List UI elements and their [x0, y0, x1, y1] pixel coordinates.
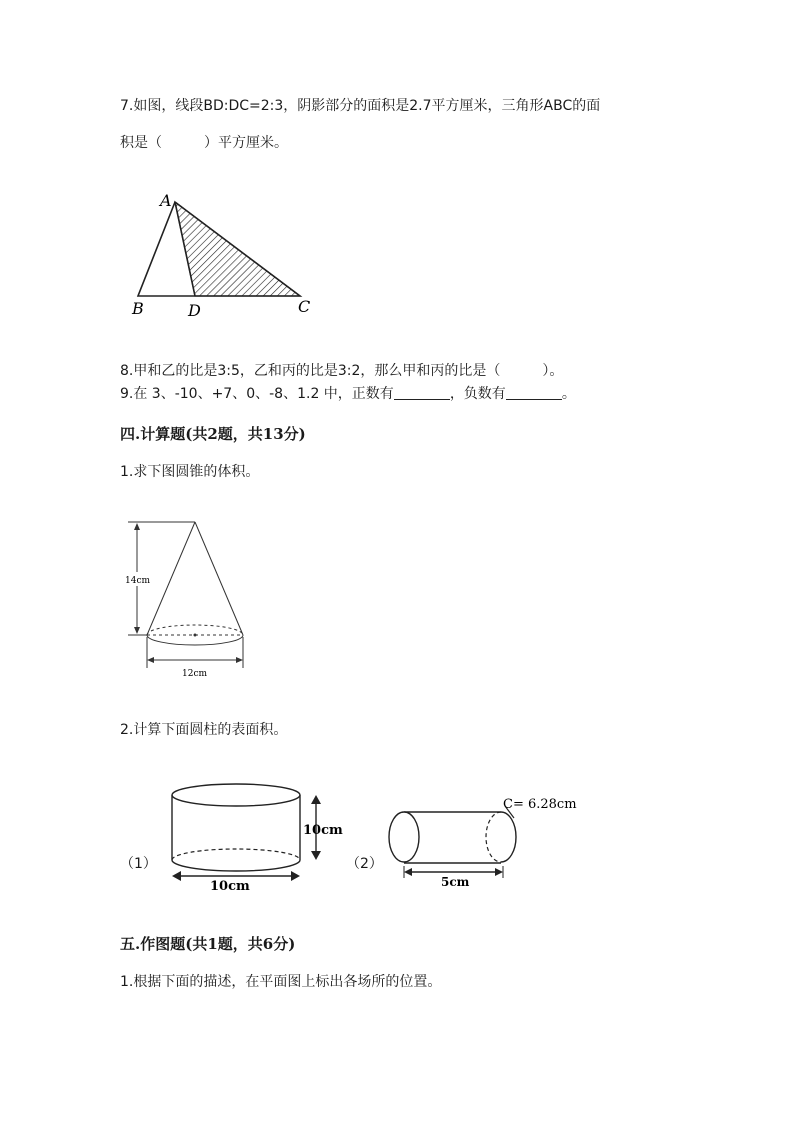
cyl2-circumference-label: C= 6.28cm: [503, 797, 577, 812]
cyl1-diameter-label: 10cm: [210, 879, 250, 894]
cone-diameter-label: 12cm: [182, 669, 208, 679]
q9-blank-negative[interactable]: [506, 385, 562, 400]
label-D: D: [188, 301, 201, 320]
q9-text: [120, 385, 576, 403]
section4-q2-text: 2.计算下面圆柱的表面积。: [120, 722, 288, 738]
cyl1-height-label: 10cm: [303, 823, 343, 838]
cone-figure: [122, 522, 243, 679]
section4-title: 四.计算题(共2题，共13分): [120, 425, 306, 443]
q9-before: 9.在 3、-10、+7、0、-8、1.2 中，正数有: [120, 386, 394, 402]
label-C: C: [298, 297, 311, 316]
cyl2-length-label: 5cm: [441, 875, 470, 889]
section4-q1-text: 1.求下图圆锥的体积。: [120, 464, 260, 480]
q9-after: 。: [561, 386, 576, 402]
label-B: B: [132, 299, 144, 318]
q7-text-line2: 积是（ ）平方厘米。: [120, 135, 288, 151]
cyl1-index: （1）: [120, 856, 157, 872]
q8-text: 8.甲和乙的比是3:5，乙和丙的比是3:2，那么甲和丙的比是（ ）。: [120, 363, 564, 379]
section5-title: 五.作图题(共1题，共6分): [120, 935, 296, 953]
q7-text-line1: 7.如图，线段BD:DC=2:3，阴影部分的面积是2.7平方厘米，三角形ABC的面: [120, 98, 601, 114]
label-A: A: [160, 191, 172, 210]
cone-height-label: 14cm: [125, 576, 151, 586]
cylinder-1-figure: [172, 784, 343, 894]
cyl2-index: （2）: [346, 856, 383, 872]
section5-q1-text: 1.根据下面的描述，在平面图上标出各场所的位置。: [120, 974, 442, 990]
q9-blank-positive[interactable]: [394, 385, 450, 400]
q9-middle: ，负数有: [449, 386, 506, 402]
cylinder-2-figure: [389, 797, 577, 889]
q7-triangle-figure: [131, 191, 310, 320]
